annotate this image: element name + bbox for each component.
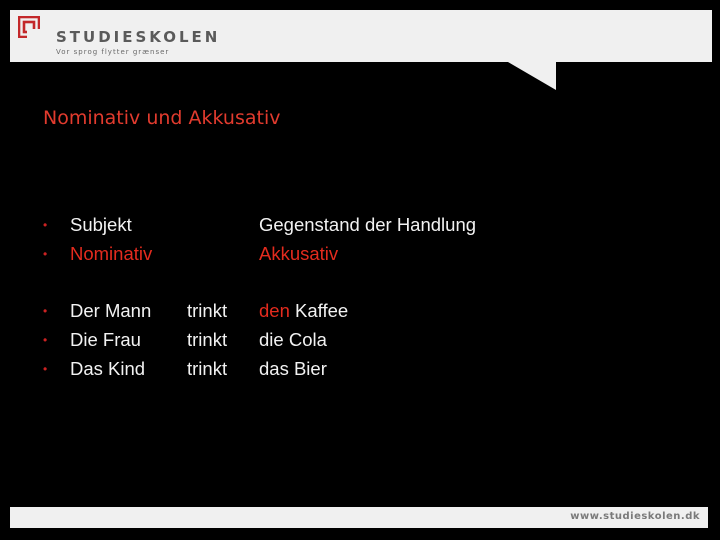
- brand-name: STUDIESKOLEN: [56, 28, 221, 46]
- header-tab-shape: [508, 62, 556, 90]
- example-verb: trinkt: [187, 300, 228, 321]
- label-nominativ: Nominativ: [70, 243, 153, 264]
- example-subject: Das Kind: [70, 358, 146, 379]
- footer-bar: [10, 507, 708, 528]
- slide-title: Nominativ und Akkusativ: [43, 107, 281, 129]
- bullet-icon: •: [43, 218, 48, 232]
- bullet-icon: •: [43, 333, 48, 347]
- example-object: das Bier: [259, 358, 327, 379]
- example-subject: Der Mann: [70, 300, 152, 321]
- example-verb: trinkt: [187, 329, 228, 350]
- example-object-line: [259, 300, 348, 322]
- label-subjekt: Subjekt: [70, 214, 132, 235]
- example-object: Kaffee: [295, 300, 349, 321]
- example-verb: trinkt: [187, 358, 228, 379]
- brand-tagline: Vor sprog flytter grænser: [56, 48, 170, 56]
- bullet-icon: •: [43, 362, 48, 376]
- bullet-icon: •: [43, 304, 48, 318]
- footer-url: www.studieskolen.dk: [570, 511, 700, 522]
- example-object: die Cola: [259, 329, 327, 350]
- header-bar: [10, 10, 712, 62]
- studieskolen-logo-icon: [18, 16, 40, 38]
- bullet-icon: •: [43, 247, 48, 261]
- example-subject: Die Frau: [70, 329, 141, 350]
- label-gegenstand: Gegenstand der Handlung: [259, 214, 477, 235]
- example-article: den: [259, 300, 290, 321]
- label-akkusativ: Akkusativ: [259, 243, 339, 264]
